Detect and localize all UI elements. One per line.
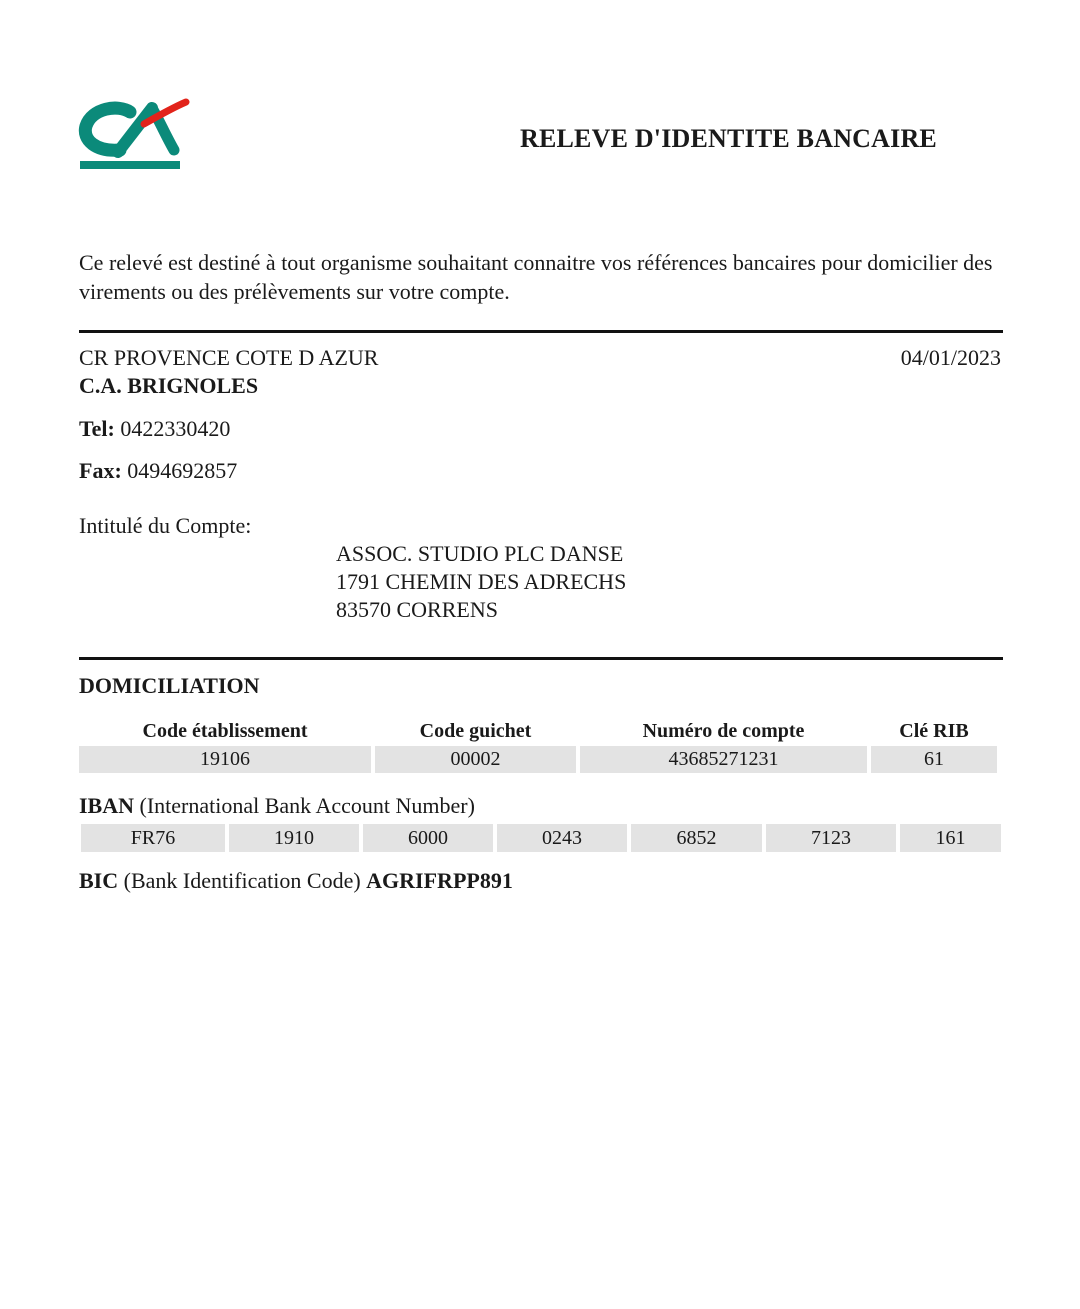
holder-street: 1791 CHEMIN DES ADRECHS	[336, 569, 627, 594]
iban-heading	[79, 793, 475, 819]
agency-tel	[79, 416, 230, 442]
holder-city: 83570 CORRENS	[336, 597, 498, 622]
intro-text: Ce relevé est destiné à tout organisme souhaitant connaitre vos références bancaires pour domicilier des virements ou des prélèvements sur votre compte.	[79, 250, 993, 304]
value-cle-rib: 61	[871, 746, 997, 773]
iban-group: 161	[900, 824, 1001, 852]
iban-label: IBAN	[79, 793, 135, 818]
iban-group: 6852	[631, 824, 762, 852]
iban-group: 7123	[766, 824, 896, 852]
domiciliation-title: DOMICILIATION	[79, 673, 260, 698]
table-header-row	[79, 716, 1003, 746]
fax-label: Fax:	[79, 458, 122, 483]
header-cle-rib: Clé RIB	[899, 720, 969, 742]
domiciliation-table	[79, 716, 1003, 773]
iban-group: 1910	[229, 824, 359, 852]
iban-group: FR76	[81, 824, 225, 852]
iban-groups	[81, 824, 1001, 852]
value-numero-compte: 43685271231	[580, 746, 867, 773]
bic-description: (Bank Identification Code)	[123, 868, 361, 893]
bic-label: BIC	[79, 868, 119, 893]
document-title: RELEVE D'IDENTITE BANCAIRE	[520, 124, 937, 153]
fax-value: 0494692857	[127, 458, 238, 483]
bic-line	[79, 868, 513, 894]
agency-fax	[79, 458, 237, 484]
statement-date: 04/01/2023	[900, 345, 1001, 370]
value-code-guichet: 00002	[375, 746, 576, 773]
header-code-etablissement: Code établissement	[142, 720, 308, 742]
holder-name: ASSOC. STUDIO PLC DANSE	[336, 541, 624, 566]
header-numero-compte: Numéro de compte	[642, 720, 805, 742]
table-row	[79, 746, 1003, 773]
bic-value: AGRIFRPP891	[366, 868, 513, 893]
iban-group: 6000	[363, 824, 493, 852]
value-code-etablissement: 19106	[79, 746, 371, 773]
tel-label: Tel:	[79, 416, 115, 441]
divider	[79, 657, 1003, 660]
iban-description: (International Bank Account Number)	[139, 793, 475, 818]
agency-branch: C.A. BRIGNOLES	[79, 373, 259, 398]
holder-label: Intitulé du Compte:	[79, 513, 252, 538]
divider	[79, 330, 1003, 333]
header-code-guichet: Code guichet	[419, 720, 532, 742]
tel-value: 0422330420	[120, 416, 231, 441]
iban-group: 0243	[497, 824, 627, 852]
credit-agricole-logo-icon	[78, 94, 190, 174]
agency-regional: CR PROVENCE COTE D AZUR	[79, 345, 379, 370]
